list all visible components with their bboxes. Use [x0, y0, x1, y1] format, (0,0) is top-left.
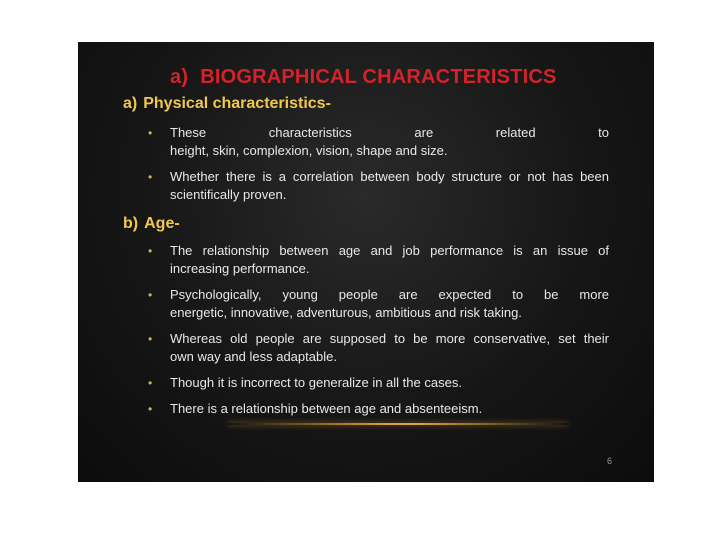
- bullet-line-1: There is a relationship between age and absenteeism.: [170, 401, 483, 416]
- bullet-line-rest: scientifically proven.: [170, 187, 287, 202]
- bullet-dot-icon: •: [148, 402, 153, 416]
- bullet-text: [170, 168, 609, 204]
- bullet-dot-icon: •: [148, 126, 153, 140]
- bullet-text: [170, 286, 609, 322]
- section-label-b: b): [123, 215, 139, 232]
- bullet-text: [170, 374, 609, 392]
- bullet-dot-icon: •: [148, 288, 153, 302]
- bullet-item: [148, 286, 609, 322]
- section-heading-age: [123, 215, 180, 233]
- section-heading-text-b: Age-: [144, 215, 180, 232]
- bullet-item: [148, 242, 609, 278]
- page-number: 6: [606, 456, 612, 466]
- bullet-text: [170, 124, 609, 160]
- slide-title-number: a): [170, 66, 189, 88]
- bullet-line-1: The relationship between age and job performance is an issue of: [170, 243, 609, 258]
- divider-glow-line: [228, 423, 568, 425]
- bullet-dot-icon: •: [148, 244, 153, 258]
- bullet-line-1: Though it is incorrect to generalize in all the cases.: [170, 375, 462, 390]
- bullet-item: [148, 374, 609, 392]
- bullet-line-1: Psychologically, young people are expected to be more: [170, 287, 609, 302]
- bullet-item: [148, 400, 609, 418]
- bullet-item: [148, 330, 609, 366]
- bullet-line-rest: height, skin, complexion, vision, shape and size.: [170, 143, 448, 158]
- slide-title-text: BIOGRAPHICAL CHARACTERISTICS: [200, 66, 557, 88]
- bullet-line-1: Whether there is a correlation between body structure or not has been: [170, 169, 609, 184]
- section-heading-physical: [123, 95, 331, 113]
- slide-title: [170, 66, 557, 89]
- bullet-line-rest: energetic, innovative, adventurous, ambitious and risk taking.: [170, 305, 522, 320]
- bullet-dot-icon: •: [148, 376, 153, 390]
- bullet-item: [148, 124, 609, 160]
- bullet-dot-icon: •: [148, 332, 153, 346]
- bullet-line-rest: increasing performance.: [170, 261, 310, 276]
- section-label-a: a): [123, 95, 138, 112]
- bullet-line-1: Whereas old people are supposed to be more conservative, set their: [170, 331, 609, 346]
- bullet-line-1: These characteristics are related to: [170, 125, 609, 140]
- section-heading-text-a: Physical characteristics-: [143, 95, 331, 112]
- bullet-item: [148, 168, 609, 204]
- bullet-line-rest: own way and less adaptable.: [170, 349, 337, 364]
- bullet-text: [170, 242, 609, 278]
- bullet-dot-icon: •: [148, 170, 153, 184]
- bullet-text: [170, 330, 609, 366]
- slide: [78, 42, 654, 482]
- bullet-text: [170, 400, 609, 418]
